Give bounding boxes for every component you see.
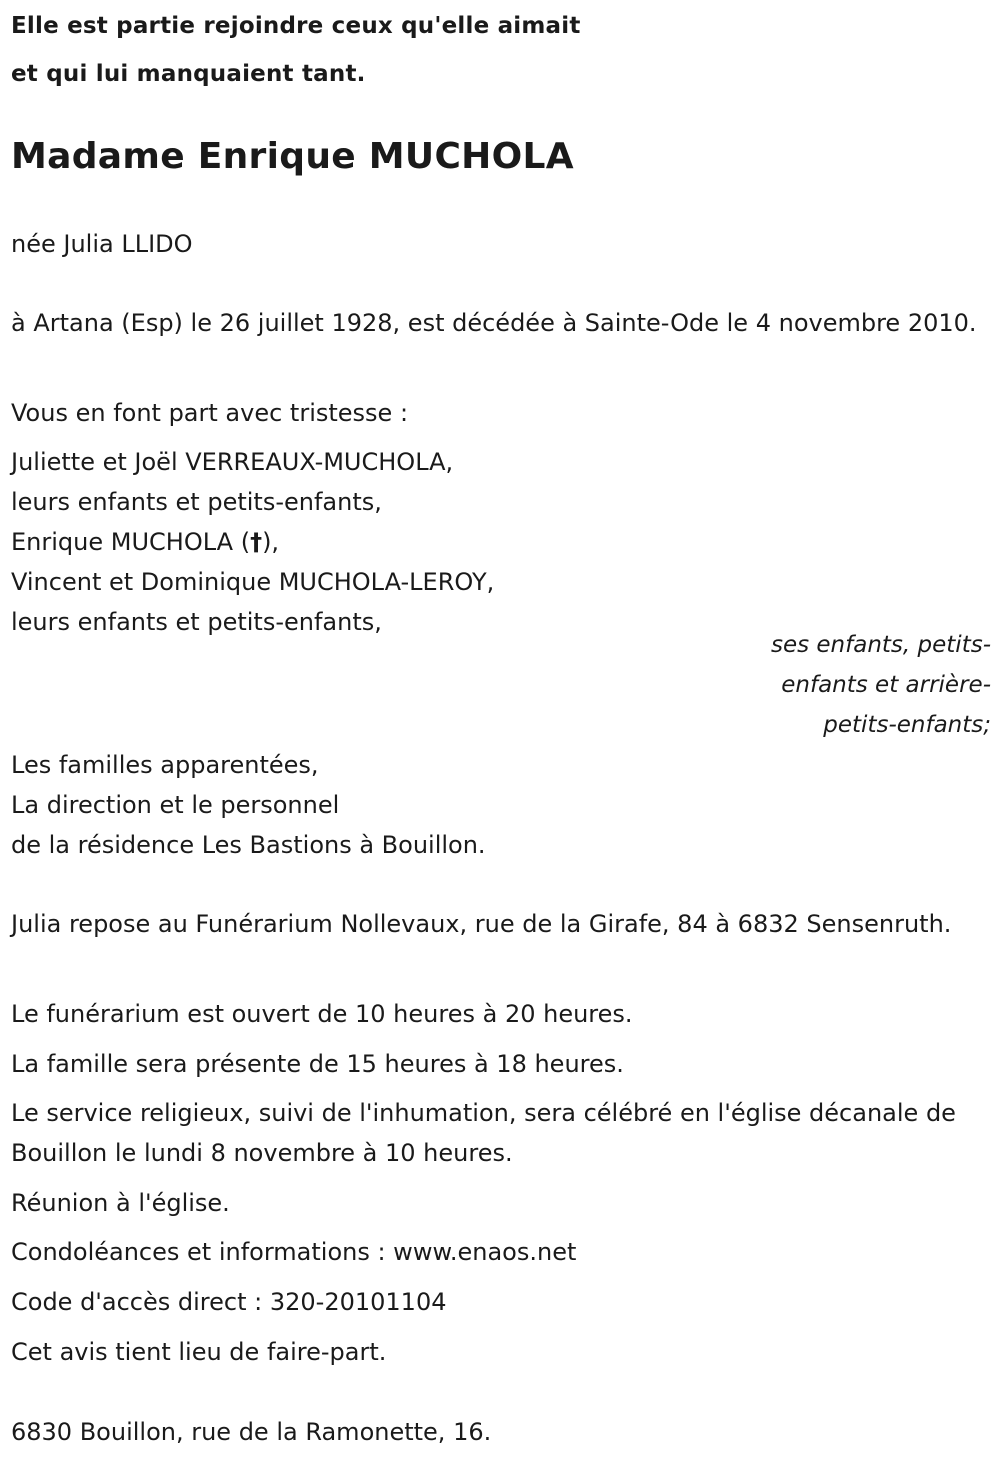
family-list [11, 442, 991, 642]
family-summary-line-1: ses enfants, petits- [770, 632, 991, 658]
family-line-2: leurs enfants et petits-enfants, [11, 488, 382, 516]
family-line-1: Juliette et Joël VERREAUX-MUCHOLA, [11, 448, 454, 476]
family-line-3-suffix: ), [262, 528, 280, 556]
family-summary-line-3: petits-enfants; [823, 712, 991, 738]
epigraph-line-2: et qui lui manquaient tant. [11, 61, 366, 87]
maiden-name: née Julia LLIDO [11, 230, 193, 258]
deceased-name: Madame Enrique MUCHOLA [11, 136, 574, 177]
epigraph [11, 0, 991, 98]
access-code: Code d'accès direct : 320-20101104 [11, 1288, 447, 1316]
mourners-line-2: La direction et le personnel [11, 791, 340, 819]
notice-text: Cet avis tient lieu de faire-part. [11, 1338, 387, 1366]
announcement-intro: Vous en font part avec tristesse : [11, 399, 409, 427]
family-presence: La famille sera présente de 15 heures à 18 heures. [11, 1050, 624, 1078]
opening-hours: Le funérarium est ouvert de 10 heures à 20 heures. [11, 1000, 633, 1028]
family-line-5: leurs enfants et petits-enfants, [11, 608, 382, 636]
religious-service: Le service religieux, suivi de l'inhumation, sera célébré en l'église décanale de Bouillon le lundi 8 novembre à 10 heures. [11, 1099, 956, 1167]
funeral-home: Julia repose au Funérarium Nollevaux, rue de la Girafe, 84 à 6832 Sensenruth. [11, 910, 952, 938]
other-mourners [11, 745, 991, 865]
mourners-line-1: Les familles apparentées, [11, 751, 319, 779]
family-summary-line-2: enfants et arrière- [781, 672, 991, 698]
epigraph-line-1: Elle est partie rejoindre ceux qu'elle aimait [11, 13, 581, 39]
family-line-3 [11, 522, 991, 562]
family-line-4: Vincent et Dominique MUCHOLA-LEROY, [11, 568, 495, 596]
family-line-3-text: Enrique MUCHOLA ( [11, 528, 251, 556]
cross-icon: † [250, 528, 263, 556]
address: 6830 Bouillon, rue de la Ramonette, 16. [11, 1418, 492, 1446]
obituary-notice [11, 0, 991, 1446]
mourners-line-3: de la résidence Les Bastions à Bouillon. [11, 831, 486, 859]
condolences-info: Condoléances et informations : www.enaos.net [11, 1238, 577, 1266]
birth-death-details: à Artana (Esp) le 26 juillet 1928, est décédée à Sainte-Ode le 4 novembre 2010. [11, 309, 977, 337]
family-summary [731, 625, 991, 745]
meeting-info: Réunion à l'église. [11, 1189, 230, 1217]
